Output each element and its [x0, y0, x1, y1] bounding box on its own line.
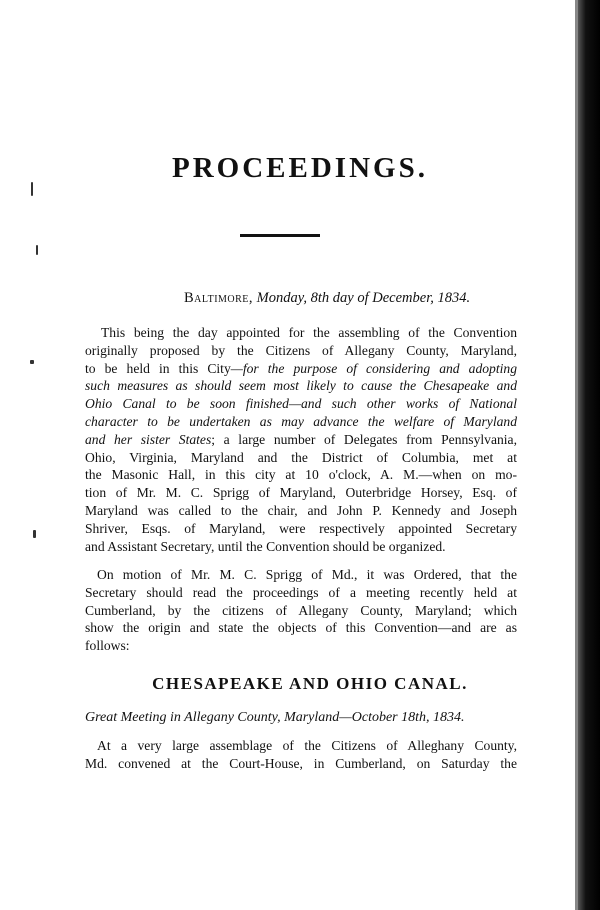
- dateline-date: Monday, 8th day of December, 1834.: [256, 290, 471, 306]
- meeting-subtitle: Great Meeting in Allegany County, Maryland—October 18th, 1834.: [85, 710, 465, 725]
- page-title: PROCEEDINGS.: [172, 152, 428, 184]
- scan-speck: [33, 530, 36, 538]
- text-line: such measures as should seem most likely to cause the Chesapeake and: [85, 378, 517, 394]
- text-line: Ohio Canal to be soon finished—and such other works of National: [85, 396, 517, 412]
- text-line: Maryland was called to the chair, and John P. Kennedy and Joseph: [85, 502, 517, 518]
- title-rule: [240, 234, 320, 237]
- text-line: On motion of Mr. M. C. Sprigg of Md., it was Ordered, that the: [97, 567, 517, 582]
- text-line: show the origin and state the objects of this Convention—and are as: [85, 620, 517, 636]
- dateline: [184, 290, 470, 307]
- text-line: originally proposed by the Citizens of Allegany County, Maryland,: [85, 342, 517, 358]
- italic-span: —for the purpose of considering and adopting: [230, 360, 517, 376]
- text-line: and Assistant Secretary, until the Convention should be organized.: [85, 538, 446, 554]
- scan-speck: [36, 245, 38, 255]
- text-line: Cumberland, by the citizens of Allegany County, Maryland; which: [85, 602, 517, 618]
- paragraph-assemblage: [85, 737, 517, 773]
- text-line: This being the day appointed for the assembling of the Convention: [101, 325, 517, 340]
- text-line: Ohio, Virginia, Maryland and the District of Columbia, met at: [85, 449, 517, 465]
- text-line: Shriver, Esqs. of Maryland, were respectively appointed Secretary: [85, 520, 517, 536]
- dateline-place: Baltimore,: [184, 290, 254, 306]
- paragraph-opening: [85, 324, 517, 555]
- text-line: [85, 431, 517, 449]
- text-line: character to be undertaken as may advance the welfare of Maryland: [85, 413, 517, 429]
- text-line: follows:: [85, 638, 130, 654]
- text-line: Secretary should read the proceedings of a meeting recently held at: [85, 584, 517, 600]
- text-line: Md. convened at the Court-House, in Cumberland, on Saturday the: [85, 755, 517, 771]
- paragraph-motion: [85, 566, 517, 655]
- text-line: At a very large assemblage of the Citizens of Alleghany County,: [97, 738, 517, 753]
- scan-dark-edge: [578, 0, 600, 910]
- section-heading: CHESAPEAKE AND OHIO CANAL.: [152, 674, 468, 693]
- italic-span: and her sister States: [85, 431, 212, 447]
- text-line: tion of Mr. M. C. Sprigg of Maryland, Outerbridge Horsey, Esq. of: [85, 485, 517, 501]
- text-line: [85, 360, 517, 378]
- text-line: the Masonic Hall, in this city at 10 o'clock, A. M.—when on mo-: [85, 467, 517, 483]
- scan-edge-highlight: [575, 0, 578, 910]
- scan-speck: [30, 360, 34, 364]
- text-span: to be held in this City: [85, 360, 231, 376]
- text-span: ; a large number of Delegates from Pennsylvania,: [211, 431, 517, 447]
